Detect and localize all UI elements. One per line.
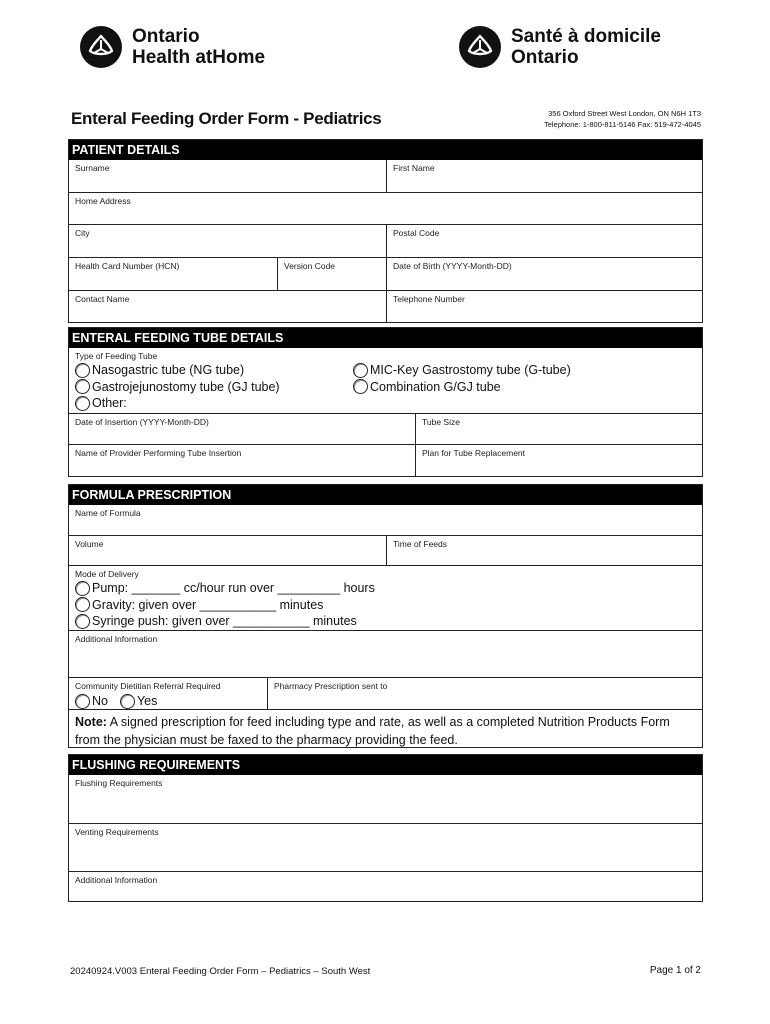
- option-no[interactable]: [75, 693, 108, 710]
- field-label: Additional Information: [75, 875, 158, 885]
- option-label: Other:: [92, 396, 127, 410]
- city-field[interactable]: [69, 225, 386, 257]
- section-heading: PATIENT DETAILS: [69, 140, 702, 160]
- option-syringe-push[interactable]: [75, 613, 696, 630]
- office-address: [544, 108, 701, 130]
- section-heading: ENTERAL FEEDING TUBE DETAILS: [69, 328, 702, 348]
- field-label: Version Code: [284, 261, 336, 271]
- version-code-field[interactable]: [277, 258, 386, 290]
- option-label: Gastrojejunostomy tube (GJ tube): [92, 379, 280, 394]
- contact-line: Telephone: 1-800-811-5146 Fax: 519-472-4045: [543, 120, 701, 129]
- field-label: Telephone Number: [393, 294, 465, 304]
- form-version-footer: 20240924.V003 Enteral Feeding Order Form – Pediatrics – South West: [70, 966, 371, 977]
- option-label: Pump: _______ cc/hour run over _________ hours: [92, 581, 375, 595]
- option-mic-key-g-tube[interactable]: [353, 362, 683, 379]
- delivery-mode-options: [69, 579, 702, 632]
- option-label: No: [92, 694, 108, 708]
- option-gravity[interactable]: [75, 597, 696, 614]
- field-label: Date of Insertion (YYYY-Month-DD): [75, 417, 209, 427]
- radio-button-icon[interactable]: [75, 396, 90, 411]
- field-label: Name of Formula: [75, 508, 141, 518]
- logo-line-1: Ontario: [132, 26, 200, 47]
- contact-name-field[interactable]: [69, 291, 386, 322]
- hcn-field[interactable]: [69, 258, 277, 290]
- radio-button-icon[interactable]: [75, 614, 90, 629]
- telephone-field[interactable]: [386, 291, 702, 322]
- field-label: Additional Information: [75, 634, 158, 644]
- surname-field[interactable]: [69, 160, 386, 192]
- formula-prescription-section: [68, 484, 703, 748]
- radio-button-icon[interactable]: [75, 597, 90, 612]
- option-pump[interactable]: [75, 580, 696, 597]
- venting-requirements-field[interactable]: [69, 824, 702, 871]
- option-label: MIC-Key Gastrostomy tube (G-tube): [370, 363, 571, 377]
- option-other[interactable]: [75, 395, 353, 412]
- field-label: Plan for Tube Replacement: [422, 448, 526, 458]
- option-ng-tube[interactable]: [75, 362, 353, 379]
- field-label: Pharmacy Prescription sent to: [274, 681, 388, 691]
- tube-replacement-field[interactable]: [415, 445, 702, 476]
- field-label: First Name: [393, 163, 435, 173]
- sante-a-domicile-logo: [459, 26, 661, 68]
- option-label: Gravity: given over ___________ minutes: [92, 597, 324, 612]
- ontario-health-athome-logo: [80, 26, 265, 68]
- field-label: Name of Provider Performing Tube Insertion: [75, 448, 242, 458]
- flushing-additional-info-field[interactable]: [69, 872, 702, 901]
- radio-button-icon[interactable]: [120, 694, 135, 709]
- radio-button-icon[interactable]: [353, 379, 368, 394]
- option-label: Syringe push: given over ___________ minutes: [92, 614, 357, 628]
- form-title: Enteral Feeding Order Form - Pediatrics: [71, 109, 382, 128]
- option-yes[interactable]: [120, 693, 157, 710]
- formula-additional-info-field[interactable]: [69, 631, 702, 677]
- radio-button-icon[interactable]: [75, 363, 90, 378]
- section-heading: FORMULA PRESCRIPTION: [69, 485, 702, 505]
- trillium-icon: [80, 26, 122, 68]
- field-label: City: [75, 228, 90, 238]
- field-label: Community Dietitian Referral Required: [75, 681, 221, 691]
- radio-button-icon[interactable]: [75, 379, 90, 394]
- radio-button-icon[interactable]: [75, 694, 90, 709]
- field-label: Flushing Requirements: [75, 778, 163, 788]
- address-line: 356 Oxford Street West London, ON N6H 1T3: [548, 109, 701, 118]
- feeding-tube-section: [68, 327, 703, 477]
- option-label: Yes: [136, 694, 158, 708]
- field-label: Health Card Number (HCN): [75, 261, 180, 271]
- field-label: Tube Size: [422, 417, 460, 427]
- option-combination-tube[interactable]: [353, 379, 683, 396]
- tube-type-options: [69, 361, 702, 414]
- postal-code-field[interactable]: [386, 225, 702, 257]
- flushing-requirements-section: [68, 754, 703, 902]
- field-label: Time of Feeds: [393, 539, 448, 549]
- logo-line-2: Ontario: [511, 47, 579, 68]
- field-label: Date of Birth (YYYY-Month-DD): [393, 261, 512, 271]
- radio-button-icon[interactable]: [75, 581, 90, 596]
- formula-name-field[interactable]: [69, 505, 702, 535]
- date-of-birth-field[interactable]: [386, 258, 702, 290]
- radio-button-icon[interactable]: [353, 363, 368, 378]
- option-label: Nasogastric tube (NG tube): [92, 363, 245, 377]
- field-label: Surname: [75, 163, 110, 173]
- field-label: Venting Requirements: [75, 827, 159, 837]
- provider-field[interactable]: [69, 445, 415, 476]
- field-label: Contact Name: [75, 294, 130, 304]
- dietitian-referral-field: [69, 678, 267, 709]
- home-address-field[interactable]: [69, 193, 702, 224]
- field-label: Postal Code: [393, 228, 440, 238]
- patient-details-section: [68, 139, 703, 323]
- option-gj-tube[interactable]: [75, 379, 353, 396]
- field-label: Volume: [75, 539, 104, 549]
- pharmacy-field[interactable]: [267, 678, 702, 709]
- time-of-feeds-field[interactable]: [386, 536, 702, 565]
- note-text: A signed prescription for feed including type and rate, as well as a completed Nutrition Products Form from the physician must be faxed to the pharmacy providing the feed.: [75, 715, 670, 747]
- field-label: Home Address: [75, 196, 131, 206]
- logo-line-2: Health atHome: [132, 47, 266, 68]
- field-label: Mode of Delivery: [75, 569, 139, 579]
- field-label: Type of Feeding Tube: [75, 351, 158, 361]
- formula-note: [69, 710, 702, 747]
- flushing-requirements-field[interactable]: [69, 775, 702, 823]
- logo-line-1: Santé à domicile: [511, 26, 661, 47]
- insertion-date-field[interactable]: [69, 414, 415, 444]
- volume-field[interactable]: [69, 536, 386, 565]
- option-label: Combination G/GJ tube: [370, 379, 501, 394]
- tube-size-field[interactable]: [415, 414, 702, 444]
- trillium-icon: [459, 26, 501, 68]
- section-heading: FLUSHING REQUIREMENTS: [69, 755, 702, 775]
- note-label: Note:: [75, 715, 107, 729]
- page-number: Page 1 of 2: [649, 965, 701, 976]
- first-name-field[interactable]: [386, 160, 702, 192]
